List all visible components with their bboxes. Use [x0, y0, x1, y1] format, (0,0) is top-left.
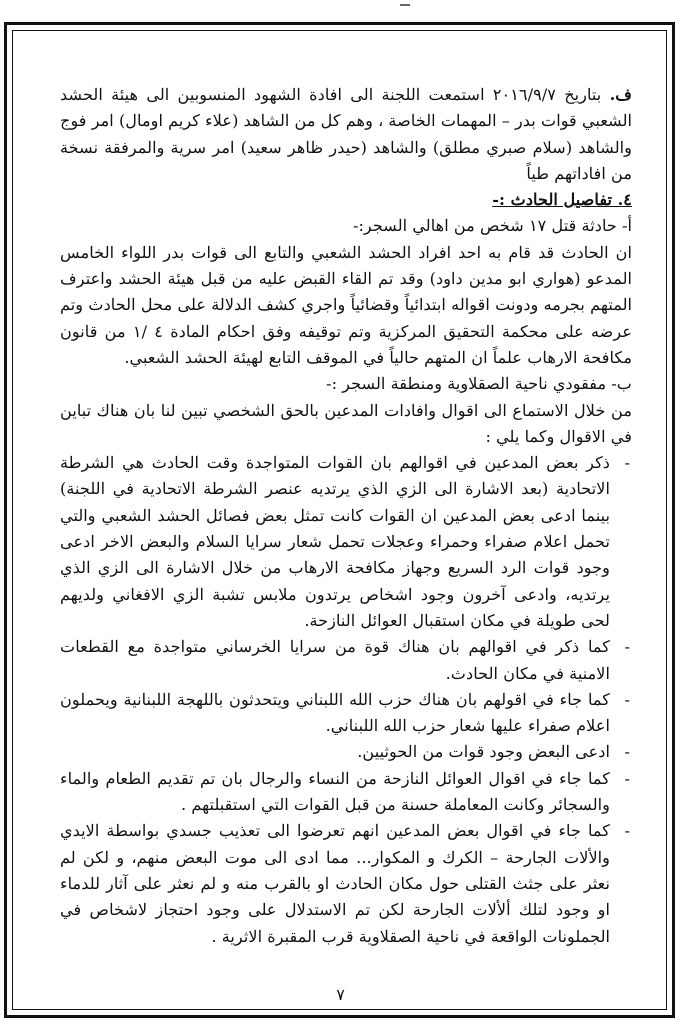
- subsection-a-body: ان الحادث قد قام به احد افراد الحشد الشعبي والتابع الى قوات بدر اللواء الخامس المدعو (هواري ابو مدين داود) وقد تم القاء القبض عليه من قبل هيئة الحشد واعترف المتهم بجرمه ودونت اقواله ابتدائياً وقضائياً واجري كشف الدلالة على محل الحادث وتم عرضه على محكمة التحقيق المركزية وتم توقيفه وفق احكام المادة ٤ /١ من قانون مكافحة الارهاب علماً ان المتهم حالياً في الموقف التابع لهيئة الحشد الشعبي.: [60, 242, 632, 367]
- page-number: ٧: [336, 985, 345, 1004]
- intro-text: بتاريخ ٢٠١٦/٩/٧ استمعت اللجنة الى افادة الشهود المنسوبين الى هيئة الحشد الشعبي قوات بدر – المهمات الخاصة ، وهم كل من الشاهد (علاء كريم اومال) امر فوج والشاهد (سلام صبري مطلق) والشاهد (حيدر ظاهر سعيد) امر سرية والمرفقة نسخة من افاداتهم طياً: [60, 85, 632, 183]
- subsection-b-title: ب- مفقودي ناحية الصقلاوية ومنطقة السجر :-: [326, 374, 632, 394]
- list-item: - ذكر بعض المدعين في اقوالهم بان القوات المتواجدة وقت الحادث هي الشرطة الاتحادية (بعد الاشارة الى الزي الذي يرتديه عنصر الشرطة الاتحادية في اللجنة) بينما ادعى بعض المدعين ان القوات كانت تمثل بعض فصائل الحشد الشعبي والتي تحمل اعلام صفراء وحمراء وعجلات تحمل شعار سرايا السلام والبعض الاخر ادعى وجود قوات الرد السريع وجهاز مكافحة الارهاب من خلال الاشارة الى الزي الذي يرتديه، وادعى آخرون وجود اشخاص يرتدون ملابس تشبة الزي الافغاني ولديهم لحى طويلة في مكان استقبال العوائل النازحة.: [60, 450, 632, 634]
- testimony-list: [60, 450, 632, 950]
- document-body: [60, 82, 632, 950]
- intro-prefix: ف.: [609, 85, 632, 104]
- subsection-a-title: أ- حادثة قتل ١٧ شخص من اهالي السجر:-: [353, 216, 632, 236]
- list-item: - كما جاء في اقولهم بان هناك حزب الله اللبناني ويتحدثون باللهجة اللبنانية ويحملون اعلام صفراء عليها شعار حزب الله اللبناني.: [60, 687, 632, 740]
- list-item: - كما ذكر في اقوالهم بان هناك قوة من سرايا الخرساني متواجدة مع القطعات الامنية في مكان الحادث.: [60, 634, 632, 687]
- scan-mark: [400, 4, 410, 6]
- list-item: - كما جاء في اقوال العوائل النازحة من النساء والرجال بان تم تقديم الطعام والماء والسجائر وكانت المعاملة حسنة من قبل القوات التي استقبلتهم .: [60, 766, 632, 819]
- subsection-b-intro: من خلال الاستماع الى اقوال وافادات المدعين بالحق الشخصي تبين لنا بان هناك تباين في الاقوال وكما يلي :: [60, 400, 632, 446]
- intro-paragraph: [60, 82, 632, 187]
- list-item: - ادعى البعض وجود قوات من الحوثيين.: [60, 739, 632, 765]
- section-heading: ٤. تفاصيل الحادث :-: [492, 190, 632, 210]
- list-item: - كما جاء في اقوال بعض المدعين انهم تعرضوا الى تعذيب جسدي بواسطة الايدي والألات الجارحة – الكرك و المكوار... مما ادى الى موت البعض منهم، و لكن لم نعثر على جثث القتلى حول مكان الحادث او بالقرب منه و لم نعثر على آثار للدماء او وجود لتلك ألألات الجارحة لكن تم الاستدلال على وجود احتجاز لاشخاص في الجملونات الواقعة في ناحية الصقلاوية قرب المقبرة الاثرية .: [60, 818, 632, 949]
